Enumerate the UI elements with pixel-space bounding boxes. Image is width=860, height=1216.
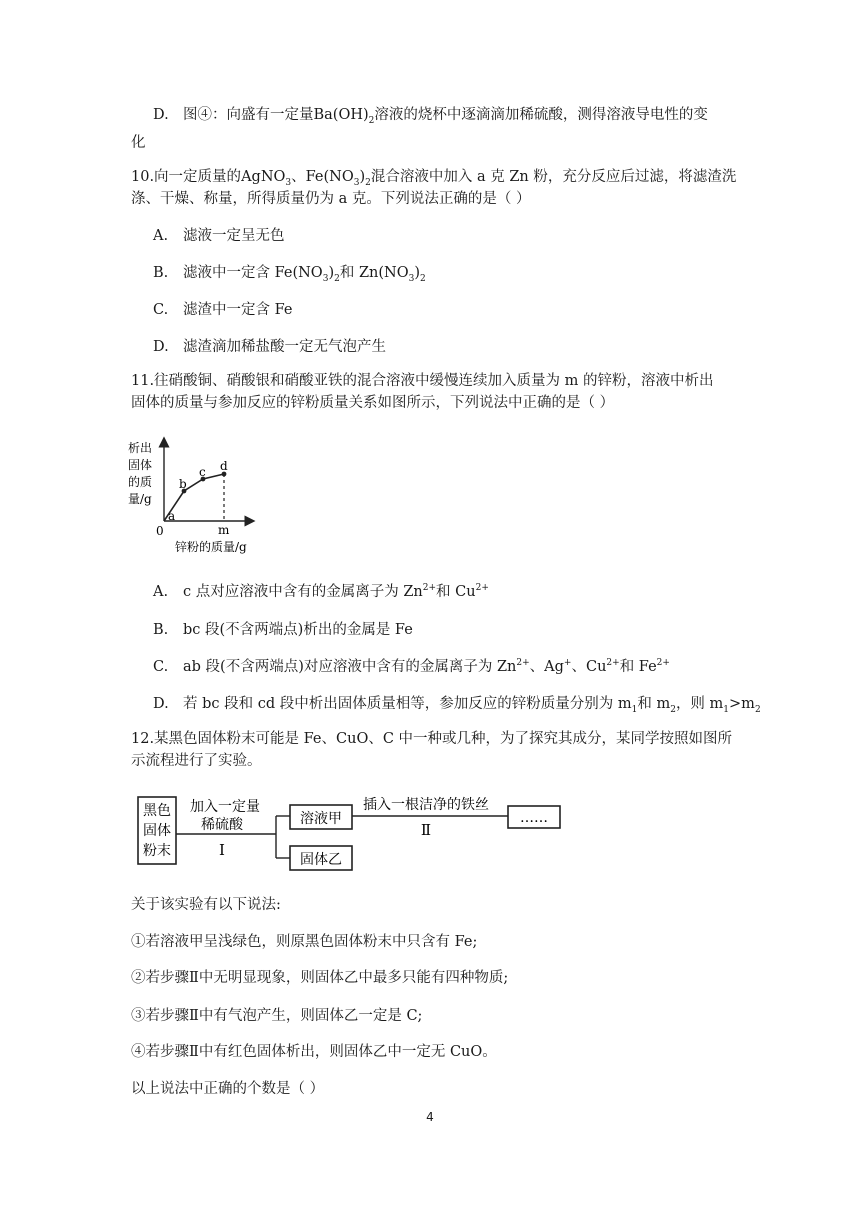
q11-chart xyxy=(120,432,270,557)
q12-stem-line2: 示流程进行了实验。 xyxy=(131,753,262,769)
q12-statement-2: ②若步骤Ⅱ中无明显现象，则固体乙中最多只能有四种物质; xyxy=(131,970,509,986)
chart-ylabel-1: 析出 xyxy=(128,441,153,455)
q9-option-d-cont: 化 xyxy=(131,135,146,151)
flow-solid-label: 固体乙 xyxy=(300,852,342,868)
option-label: B. xyxy=(153,622,169,638)
subscript: 1 xyxy=(723,704,730,715)
subscript: 2 xyxy=(368,115,375,126)
chart-xlabel: 锌粉的质量/g xyxy=(175,540,247,554)
text: 若 bc 段和 cd 段中析出固体质量相等，参加反应的锌粉质量分别为 m xyxy=(183,696,632,712)
superscript: 2+ xyxy=(475,583,489,594)
flow-box1-line1: 黑色 xyxy=(143,803,171,819)
q10-option-a xyxy=(153,226,285,246)
chart-ylabel-3: 的质 xyxy=(128,475,153,489)
q12-statement-1: ①若溶液甲呈浅绿色，则原黑色固体粉末中只含有 Fe; xyxy=(131,934,478,950)
flow-ellipsis-label: …… xyxy=(520,810,548,826)
text: ) xyxy=(414,265,421,281)
text: 滤液中一定含 Fe(NO xyxy=(183,265,323,281)
text: 混合溶液中加入 a 克 Zn 粉，充分反应后过滤，将滤渣洗 xyxy=(370,169,737,185)
option-text: 滤液一定呈无色 xyxy=(183,228,285,244)
q11-stem-line2: 固体的质量与参加反应的锌粉质量关系如图所示，下列说法中正确的是（ ） xyxy=(131,395,615,411)
chart-point-label-b: b xyxy=(179,477,187,491)
subscript: 2 xyxy=(670,704,676,715)
q10-stem-line1 xyxy=(131,167,736,187)
chart-point-label-a: a xyxy=(168,509,176,523)
subscript: 3 xyxy=(353,177,360,188)
option-label: C. xyxy=(153,302,169,318)
option-label: D. xyxy=(153,107,169,123)
chart-ylabel-4: 量/g xyxy=(128,492,152,506)
q10-option-c xyxy=(153,300,292,320)
q10-option-b xyxy=(153,263,426,283)
q11-stem-line1: 11.往硝酸铜、硝酸银和硝酸亚铁的混合溶液中缓慢连续加入质量为 m 的锌粉，溶液中析出 xyxy=(131,373,714,389)
flow-step1-num: I xyxy=(219,841,225,859)
q12-stem-line1: 12.某黑色固体粉末可能是 Fe、CuO、C 中一种或几种，为了探究其成分，某同学按照如图所 xyxy=(131,731,733,747)
text: 和 Zn(NO xyxy=(339,265,409,281)
text: 和 Cu xyxy=(436,584,476,600)
q11-option-b xyxy=(153,620,413,640)
text: ，则 m xyxy=(675,696,724,712)
subscript: 2 xyxy=(420,273,426,284)
text: 和 Fe xyxy=(619,659,657,675)
page-number: 4 xyxy=(426,1110,434,1124)
text: 、Ag xyxy=(529,659,564,675)
subscript: 3 xyxy=(285,177,292,188)
superscript: 2+ xyxy=(422,583,437,594)
text: 图④：向盛有一定量 xyxy=(183,107,314,123)
q12-intro: 关于该实验有以下说法: xyxy=(131,897,281,913)
text: ) xyxy=(328,265,335,281)
q12-statement-4: ④若步骤Ⅱ中有红色固体析出，则固体乙中一定无 CuO。 xyxy=(131,1044,497,1060)
formula: AgNO xyxy=(241,169,286,185)
flow-step1-top1: 加入一定量 xyxy=(190,799,260,815)
q12-statement-3: ③若步骤Ⅱ中有气泡产生，则固体乙一定是 C; xyxy=(131,1008,423,1024)
flow-box1-line2: 固体 xyxy=(143,823,171,839)
q11-option-a xyxy=(153,582,489,602)
option-label: B. xyxy=(153,265,169,281)
subscript: 3 xyxy=(322,273,329,284)
formula: Ba(OH) xyxy=(313,107,369,123)
text: ab 段(不含两端点)对应溶液中含有的金属离子为 Zn xyxy=(183,659,517,675)
option-label: A. xyxy=(153,584,169,600)
option-text: 滤渣滴加稀盐酸一定无气泡产生 xyxy=(183,339,386,355)
chart-point-label-c: c xyxy=(199,465,206,479)
chart-ylabel-2: 固体 xyxy=(128,458,153,472)
q12-question: 以上说法中正确的个数是（ ） xyxy=(131,1081,325,1097)
superscript: 2+ xyxy=(656,658,670,669)
text: 、 xyxy=(291,169,306,185)
text: 、Cu xyxy=(571,659,607,675)
subscript: 3 xyxy=(408,273,415,284)
option-label: A. xyxy=(153,228,169,244)
text: ) xyxy=(359,169,366,185)
q10-stem-line2: 涤、干燥、称量，所得质量仍为 a 克。下列说法正确的是（ ） xyxy=(131,191,531,207)
subscript: 2 xyxy=(365,177,371,188)
q9-option-d xyxy=(153,105,708,125)
text: >m xyxy=(729,696,755,712)
superscript: 2+ xyxy=(516,658,530,669)
option-text: bc 段(不含两端点)析出的金属是 Fe xyxy=(183,622,413,638)
option-text: 滤渣中一定含 Fe xyxy=(183,302,293,318)
q11-option-d xyxy=(153,694,761,714)
subscript: 2 xyxy=(334,273,340,284)
text: 和 m xyxy=(637,696,671,712)
q10-option-d xyxy=(153,337,386,357)
text: 10.向一定质量的 xyxy=(131,169,242,185)
chart-point-label-d: d xyxy=(220,459,228,473)
option-label: D. xyxy=(153,696,169,712)
flow-step1-top2: 稀硫酸 xyxy=(201,817,243,833)
option-label: D. xyxy=(153,339,169,355)
formula: Fe(NO xyxy=(305,169,354,185)
flow-step2-top: 插入一根洁净的铁丝 xyxy=(363,797,489,813)
flow-step2-num: Ⅱ xyxy=(420,821,432,839)
superscript: + xyxy=(563,658,572,669)
superscript: 2+ xyxy=(606,658,620,669)
flow-box1-line3: 粉末 xyxy=(143,843,171,859)
subscript: 2 xyxy=(754,704,761,715)
chart-origin: 0 xyxy=(156,524,164,538)
text: 溶液的烧杯中逐滴滴加稀硫酸，测得溶液导电性的变 xyxy=(374,107,708,123)
subscript: 1 xyxy=(631,704,638,715)
flow-solution-label: 溶液甲 xyxy=(300,811,342,827)
text: c 点对应溶液中含有的金属离子为 Zn xyxy=(183,584,423,600)
option-label: C. xyxy=(153,659,169,675)
chart-m-label: m xyxy=(218,523,230,537)
q11-option-c xyxy=(153,657,670,677)
q12-flowchart xyxy=(130,787,570,877)
